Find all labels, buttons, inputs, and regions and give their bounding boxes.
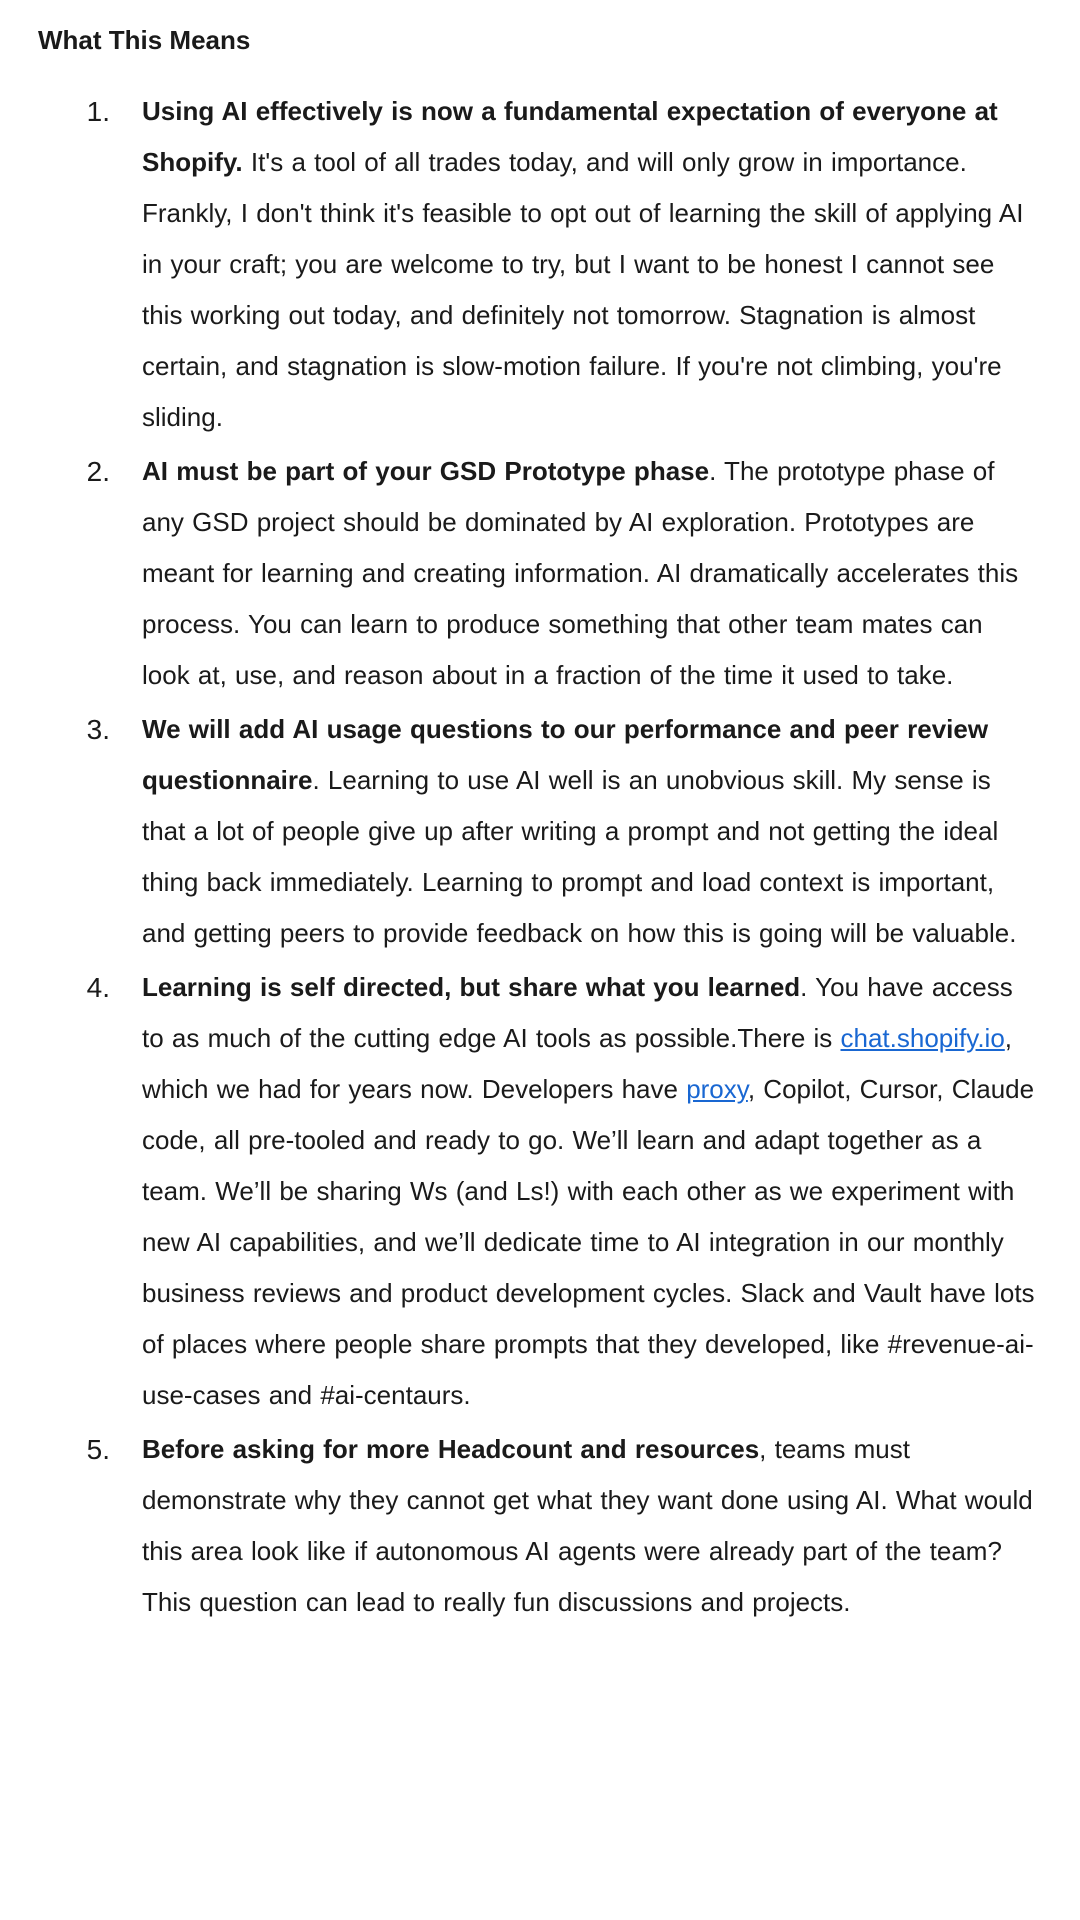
list-item-text <box>142 1424 1035 1628</box>
numbered-list <box>38 86 1050 1628</box>
list-item-number: 5. <box>86 1434 110 1465</box>
list-item <box>38 86 1050 443</box>
list-item-number: 2. <box>86 456 110 487</box>
link-proxy[interactable]: proxy <box>686 1074 748 1104</box>
list-item-lead-in: We will add AI usage questions to our performance and peer review questionnaire <box>142 714 989 795</box>
list-item-text <box>142 86 1035 443</box>
list-item-text <box>142 962 1035 1421</box>
list-item-body-text: . Learning to use AI well is an unobvious skill. My sense is that a lot of people give up after writing a prompt and not getting the ideal thing back immediately. Learning to prompt and load context is important, and getting peers to provide feedback on how this is going will be valuable. <box>142 765 1017 948</box>
list-item <box>38 1424 1050 1628</box>
list-item-body-text: , Copilot, Cursor, Claude code, all pre-tooled and ready to go. We’ll learn and adapt together as a team. We’ll be sharing Ws (and Ls!) with each other as we experiment with new AI capabilities, and we’ll dedicate time to AI integration in our monthly business reviews and product development cycles. Slack and Vault have lots of places where people share prompts that they developed, like #revenue-ai-use-cases and #ai-centaurs. <box>142 1074 1035 1410</box>
list-item-body-text: . The prototype phase of any GSD project should be dominated by AI exploration. Prototypes are meant for learning and creating information. AI dramatically accelerates this process. You can learn to produce something that other team mates can look at, use, and reason about in a fraction of the time it used to take. <box>142 456 1019 690</box>
list-item-body-text: . You have access to as much of the cutting edge AI tools as possible.There is <box>142 972 1013 1053</box>
page-title: What This Means <box>38 25 251 55</box>
list-item <box>38 446 1050 701</box>
list-item-body-text: , teams must demonstrate why they cannot get what they want done using AI. What would this area look like if autonomous AI agents were already part of the team? This question can lead to really fun discussions and projects. <box>142 1434 1033 1617</box>
list-item-lead-in: AI must be part of your GSD Prototype phase <box>142 456 710 486</box>
list-item-lead-in: Before asking for more Headcount and resources <box>142 1434 760 1464</box>
list-item <box>38 962 1050 1421</box>
list-item-number: 3. <box>86 714 110 745</box>
list-item-number: 4. <box>86 972 110 1003</box>
list-item <box>38 704 1050 959</box>
list-item-body-text: It's a tool of all trades today, and will only grow in importance. Frankly, I don't think it's feasible to opt out of learning the skill of applying AI in your craft; you are welcome to try, but I want to be honest I cannot see this working out today, and definitely not tomorrow. Stagnation is almost certain, and stagnation is slow-motion failure. If you're not climbing, you're sliding. <box>142 147 1024 432</box>
list-item-number: 1. <box>86 96 110 127</box>
list-item-text <box>142 704 1035 959</box>
list-item-text <box>142 446 1035 701</box>
list-item-lead-in: Using AI effectively is now a fundamental expectation of everyone at Shopify. <box>142 96 998 177</box>
link-chat-shopify-io[interactable]: chat.shopify.io <box>840 1023 1005 1053</box>
list-item-body-text: , which we had for years now. Developers have <box>142 1023 1013 1104</box>
list-item-lead-in: Learning is self directed, but share what you learned <box>142 972 801 1002</box>
